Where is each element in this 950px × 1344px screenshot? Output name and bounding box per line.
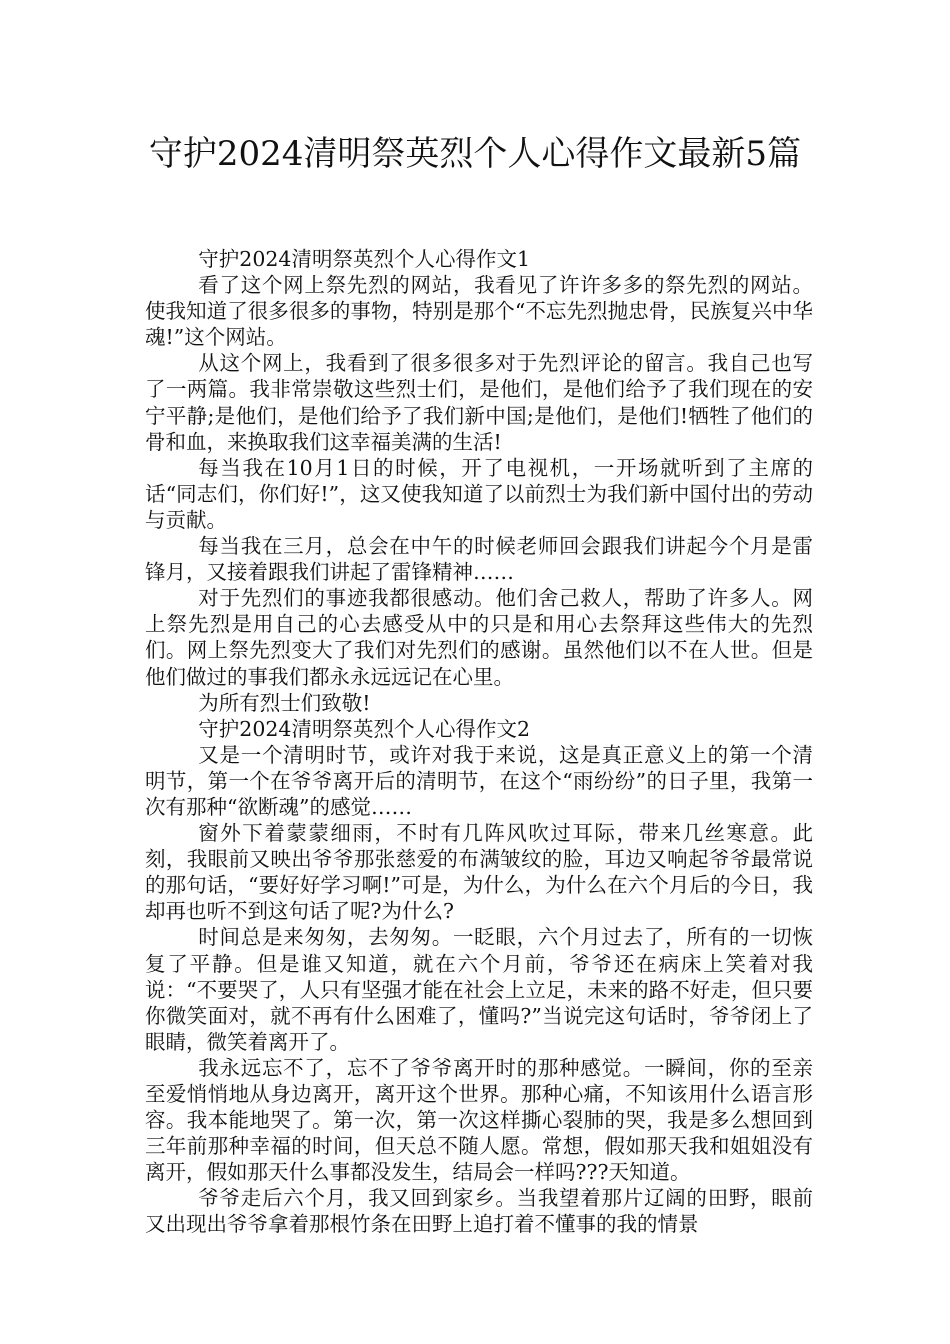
- essay-heading: 守护2024清明祭英烈个人心得作文1: [198, 247, 531, 271]
- paragraph: 看了这个网上祭先烈的网站，我看见了许许多多的祭先烈的网站。使我知道了很多很多的事物，特别是那个“不忘先烈抛忠骨，民族复兴中华魂!”这个网站。: [145, 273, 813, 350]
- paragraph: 每当我在10月1日的时候，开了电视机，一开场就听到了主席的话“同志们，你们好!”，这又使我知道了以前烈士为我们新中国付出的劳动与贡献。: [145, 455, 813, 532]
- paragraph: 爷爷走后六个月，我又回到家乡。当我望着那片辽阔的田野，眼前又出现出爷爷拿着那根竹条在田野上追打着不懂事的我的情景: [145, 1186, 813, 1237]
- paragraph: 时间总是来匆匆，去匆匆。一眨眼，六个月过去了，所有的一切恢复了平静。但是谁又知道，就在六个月前，爷爷还在病床上笑着对我说：“不要哭了，人只有坚强才能在社会上立足，未来的路不好走，但只要你微笑面对，就不再有什么困难了，懂吗?”当说完这句话时，爷爷闭上了眼睛，微笑着离开了。: [145, 925, 813, 1054]
- paragraph: 我永远忘不了，忘不了爷爷离开时的那种感觉。一瞬间，你的至亲至爱悄悄地从身边离开，离开这个世界。那种心痛，不知该用什么语言形容。我本能地哭了。第一次，第一次这样撕心裂肺的哭，我是多么想回到三年前那种幸福的时间，但天总不随人愿。常想，假如那天我和姐姐没有离开，假如那天什么事都没发生，结局会一样吗???天知道。: [145, 1055, 813, 1185]
- document-title: 守护2024清明祭英烈个人心得作文最新5篇: [148, 134, 802, 174]
- document-body: [145, 246, 813, 1238]
- paragraph: 为所有烈士们致敬!: [198, 690, 371, 715]
- essay-heading: 守护2024清明祭英烈个人心得作文2: [198, 716, 531, 741]
- paragraph: 从这个网上，我看到了很多很多对于先烈评论的留言。我自己也写了一两篇。我非常崇敬这些烈士们，是他们，是他们给予了我们现在的安宁平静;是他们，是他们给予了我们新中国;是他们，是他们!牺牲了他们的骨和血，来换取我们这幸福美满的生活!: [145, 351, 813, 454]
- paragraph: 窗外下着蒙蒙细雨，不时有几阵风吹过耳际，带来几丝寒意。此刻，我眼前又映出爷爷那张慈爱的布满皱纹的脸，耳边又响起爷爷最常说的那句话，“要好好学习啊!”可是，为什么，为什么在六个月后的今日，我却再也听不到这句话了呢?为什么?: [145, 821, 813, 924]
- paragraph: 每当我在三月，总会在中午的时候老师回会跟我们讲起今个月是雷锋月，又接着跟我们讲起了雷锋精神……: [145, 534, 813, 585]
- paragraph: 对于先烈们的事迹我都很感动。他们舍己救人，帮助了许多人。网上祭先烈是用自己的心去感受从中的只是和用心去祭拜这些伟大的先烈们。网上祭先烈变大了我们对先烈们的感谢。虽然他们以不在人世。但是他们做过的事我们都永永远远记在心里。: [145, 586, 813, 689]
- paragraph: 又是一个清明时节，或许对我于来说，这是真正意义上的第一个清明节，第一个在爷爷离开后的清明节，在这个“雨纷纷”的日子里，我第一次有那种“欲断魂”的感觉……: [145, 742, 813, 819]
